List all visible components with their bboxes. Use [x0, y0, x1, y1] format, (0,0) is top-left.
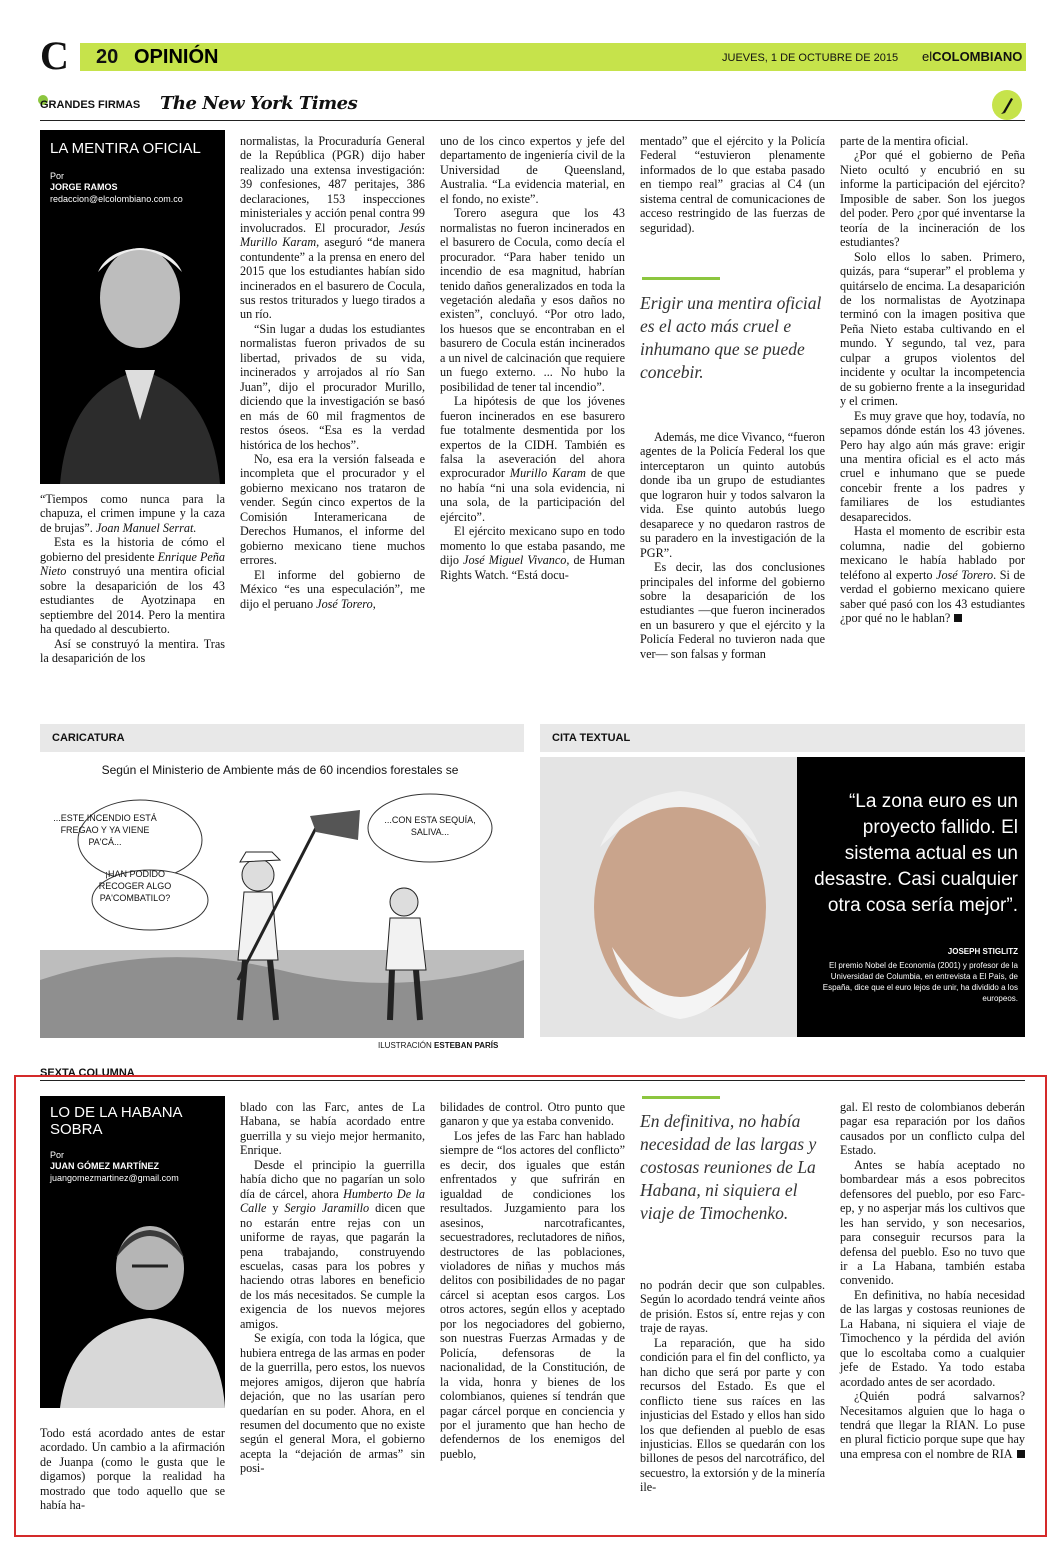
author-box-ramos [40, 130, 225, 484]
illustration-credit: ILUSTRACIÓN ESTEBAN PARÍS [378, 1041, 499, 1050]
speech-bubble-3: ...CON ESTA SEQUÍA, SALIVA... [384, 815, 476, 837]
stiglitz-photo [540, 757, 797, 1037]
article-text-col4b: Además, me dice Vivanco, “fueron agentes de la Policía Federal los que interceptaron un quinto autobús donde iba un grupo de estudiantes que lograron huir y todos salvaron la vida. Ese quinto autobús luego desaparece y no quedaron rastros de su paradero en la investigación de la PGR”. Es decir, las dos conclusiones principales del informe del gobierno sobre la desaparición de los estudiantes —que fueron incinerados en un basurero y que el ejército y la Policía Federal no tuvieron nada que ver— son falsas y forman [640, 430, 825, 661]
pen-icon [992, 90, 1022, 120]
nyt-logo: The New York Times [160, 93, 358, 114]
column-title: LO DE LA HABANA SOBRA [50, 1104, 182, 1138]
author-name: JUAN GÓMEZ MARTÍNEZ [50, 1161, 159, 1171]
author-box-gomez [40, 1096, 225, 1408]
speech-bubble-1: ...ESTE INCENDIO ESTÁ FREGAO Y YA VIENE PA'CÁ... [53, 813, 157, 847]
paper-name: elCOLOMBIANO [922, 49, 1023, 64]
article-text-col3: uno de los cinco expertos y jefe del departamento de ingeniería civil de la Universidad de Queensland, Australia. “La evidencia material, en el fondo, no existe”. Torero asegura que los 43 normalistas no fueron incinerados en el basurero de Cocula, como decía el procurador. “Para haber tenido un incendio de esa magnitud, habrían tenido daños generalizados en toda la vegetación aledaña y esos daños no existen”, concluyó. “Por otro lado, los huesos que se encontraban en el basurero de Cocula están incinerados a un nivel de calcinación que requiere un fuego externo. ... No hubo la posibilidad de tener tal incendio”. La hipótesis de que los jóvenes fueron incinerados en ese basurero fue totalmente desmentida por los expertos de la CIDH. También es falsa la aseveración del ahora exprocurador Murillo Karam de que no había “ni una sola evidencia, ni una sola, de la participación del ejército”. El ejército mexicano supo en todo momento lo que estaba pasando, me dijo José Miguel Vivanco, de Human Rights Watch. “Está docu- [440, 134, 625, 582]
author-name: JORGE RAMOS [50, 182, 118, 192]
quote-description: El premio Nobel de Economía (2001) y profesor de la Universidad de Columbia, en entrevista a El País, de España, dice que el euro lejos de unir, ha dividido a los europeos. [822, 961, 1018, 1003]
quote-text: “La zona euro es un proyecto fallido. El sistema actual es un desastre. Casi cualquier otra cosa sería mejor”. [814, 791, 1018, 916]
article-text-gomez-col4: no podrán decir que son culpables. Según lo acordado tendrá veinte años de prisión. Estos sí, entre rejas y con traje de rayas. La reparación, que ha sido condición para el fin del conflicto, ya han dicho que será por parte y con recursos del Estado. Es que el conflicto tiene sus raíces en las injusticias del Estado y ellos han sido los que defienden al pueblo de esas injusticias. Ellos se quedarán con los billones de pesos del narcotráfico, del secuestro, la extorsión y de la minería ile- [640, 1278, 825, 1495]
cita-band: CITA TEXTUAL [540, 724, 1025, 752]
article-text-gomez-col3: bilidades de control. Otro punto que ganaron y que ya estaba convenido. Los jefes de las Farc han hablado siempre de “los actores del conflicto” es decir, dos iguales que están enfrentados y que sufrirán en igualdad de condiciones los resultados. Juzgamiento para los asesinos, narcotraficantes, secuestradores, reclutadores de niños, destructores de las poblaciones, violadores de niñas y muchos más delitos con posibilidades de no pagar cárcel si aceptan esos cargos. Los otros actores, según ellos y aceptado por los negociadores del gobierno, son nuestras Fuerzas Armadas y de Policía, defensoras de la nacionalidad, de la Constitución, de la vida, honra y bienes de los colombianos, quienes sí tendrán que pagar cárcel porque en conciencia y por el juramento que han hecho de defendernos de los enemigos del pueblo, [440, 1100, 625, 1461]
article-text-col4: mentado” que el ejército y la Policía Federal “estuvieron plenamente informados de lo que estaba pasado en tiempo real” gracias al C4 (un sistema central de comunicaciones de acceso restringido de las fuerzas de seguridad). [640, 134, 825, 235]
section-title: OPINIÓN [134, 46, 219, 68]
byline-por: Por [50, 171, 65, 181]
header-rule [40, 120, 1025, 121]
article-text-gomez-col5: gal. El resto de colombianos deberán pagar esa reparación por los daños causados por un conflicto culpa del Estado. Antes se había aceptado no bombardear más a esos pobrecitos defensores del pueblo, por eso Farc-ep, y no asperjar más los cultivos que les han servido, y son necesarios, para conseguir recursos para la defensa del pueblo. Eso no tuvo que ir a La Habana, también estaba convenido. En definitiva, no había necesidad de las largas y costosas reuniones de La Habana, ni siquiera el viaje de Timochenco y la pérdida del avión que lo escoltaba como a cualquier jefe de Estado. Ya todo estaba acordado antes de ser acordado. ¿Quién podrá salvarnos? Necesitamos alguien que lo haga o tendrá que llegar la RIAN. Lo puse en plural ficticio porque supe que hay una empresa con el nombre de RIA [840, 1100, 1025, 1461]
author-email: redaccion@elcolombiano.com.co [50, 194, 183, 204]
article-text-col5: parte de la mentira oficial. ¿Por qué el gobierno de Peña Nieto ocultó y encubrió en su informe la participación del ejército? Imposible de saber. Son los juegos del poder. Pero ¿por qué inventarse la teoría de la incineración de los estudiantes? Solo ellos lo saben. Primero, quizás, para “superar” el problema y quitárselo de encima. La desaparición de los normalistas de Ayotzinapa terminó con la imagen positiva que Peña Nieto estaba cultivando en el mundo. Y segundo, tal vez, para culpar a grupos violentos del incidente y ocultar la incompetencia de su gobierno frente a la inseguridad y el crimen. Es muy grave que hoy, todavía, no sepamos dónde están los 43 jóvenes. Pero hay algo aún más grave: erigir una mentira oficial es el acto más cruel e inhumano que se puede concebir frente a los padres y familiares de los estudiantes desaparecidos. Hasta el momento de escribir esta columna, nadie del gobierno mexicano le había hablado por teléfono al experto José Torero. Si de verdad el gobierno mexicano quiere saber qué pasó con los 43 estudiantes ¿por qué no le hablan? [840, 134, 1025, 625]
pullquote-col2: En definitiva, no había necesidad de las largas y costosas reuniones de La Habana, ni siquiera el viaje de Timochenko. [640, 1111, 817, 1223]
pullquote-accent [642, 277, 720, 280]
author-portrait [40, 1196, 225, 1408]
speech-bubble-2: ¡HAN PODIDO RECOGER ALGO PA'COMBATILO? [98, 869, 172, 903]
page-number: 20 [96, 46, 119, 68]
column-title: LA MENTIRA OFICIAL [50, 140, 201, 157]
author-portrait [40, 220, 225, 484]
newspaper-logo: C [40, 38, 76, 74]
cartoon-caption: Según el Ministerio de Ambiente más de 60 incendios forestales se [101, 763, 459, 777]
caricatura-band: CARICATURA [40, 724, 524, 752]
byline-por: Por [50, 1150, 65, 1160]
sexta-columna-kicker: SEXTA COLUMNA [40, 1067, 135, 1079]
quote-author: JOSEPH STIGLITZ [947, 947, 1018, 956]
article-text-col2: normalistas, la Procuraduría General de la República (PGR) dijo haber realizado una extensa investigación: 39 confesiones, 487 peritajes, 386 declaraciones, 153 inspecciones ministeriales y acción penal contra 99 involucrados. El procurador, Jesús Murillo Karam, aseguró “de manera contundente” a la prensa en enero del 2015 que los estudiantes habían sido incinerados en el basurero de Cocula, sus restos triturados y luego tirados a un río. “Sin lugar a dudas los estudiantes normalistas fueron privados de su libertad, privados de su vida, incinerados y arrojados al río San Juan”, dijo el procurador Murillo, diciendo que la investigación se basó en más de 60 mil fragmentos de restos óseos. “Esa es la verdad histórica de los hechos”. No, esa era la versión falseada e incompleta que el procurador y el gobierno mexicano nos trataron de vender. Según cinco expertos de la Comisión Interamericana de Derechos Humanos, el informe del gobierno mexicano tiene muchos errores. El informe del gobierno de México “es una especulación”, me dijo el peruano José Torero, [240, 134, 425, 611]
pullquote-accent [642, 1096, 720, 1099]
issue-date: JUEVES, 1 DE OCTUBRE DE 2015 [722, 52, 899, 64]
author-email: juangomezmartinez@gmail.com [50, 1173, 179, 1183]
grandes-firmas-kicker: GRANDES FIRMAS [40, 99, 141, 111]
article-text-gomez-col2: blado con las Farc, antes de La Habana, se había acordado entre guerrilla y su viejo mejor hermanito, Enrique. Desde el principio la guerrilla había dicho que no pagarían un solo día de cárcel, ahora Humberto De la Calle y Sergio Jaramillo dicen que no estarán entre rejas con un uniforme de rayas, que pagarán la pena trabajando, construyendo escuelas, casas para los pobres y haciendo otras labores en beneficio de los más necesitados. Se cumple la exigencia de los nuevos mejores amigos. Se exigía, con toda la lógica, que hubiera entrega de las armas en poder de la guerrilla, pero estos, los nuevos mejores amigos, dijeron que habría dejación, que no las usarían pero quedarían en su poder. Ahora, en el resumen del documento que no existe según el general Mora, el gobierno acepta la “dejación de armas” sin posi- [240, 1100, 426, 1476]
article-text-gomez-col1: Todo está acordado antes de estar acordado. Un cambio a la afirmación de Juanpa (como le gusta que le digamos) porque la realidad ha mostrado que todo aquello que se había ha- [40, 1426, 225, 1513]
article-text-col1: “Tiempos como nunca para la chapuza, el crimen impune y la caza de brujas”. Joan Manuel Serrat. Esta es la historia de cómo el gobierno del presidente Enrique Peña Nieto construyó una mentira oficial sobre la desaparición de los 43 estudiantes de Ayotzinapa en septiembre del 2014. Pero la mentira ha quedado al descubierto. Así se construyó la mentira. Tras la desaparición de los [40, 492, 225, 665]
pullquote-col1: Erigir una mentira oficial es el acto más cruel e inhumano que se puede concebir. [640, 293, 822, 382]
